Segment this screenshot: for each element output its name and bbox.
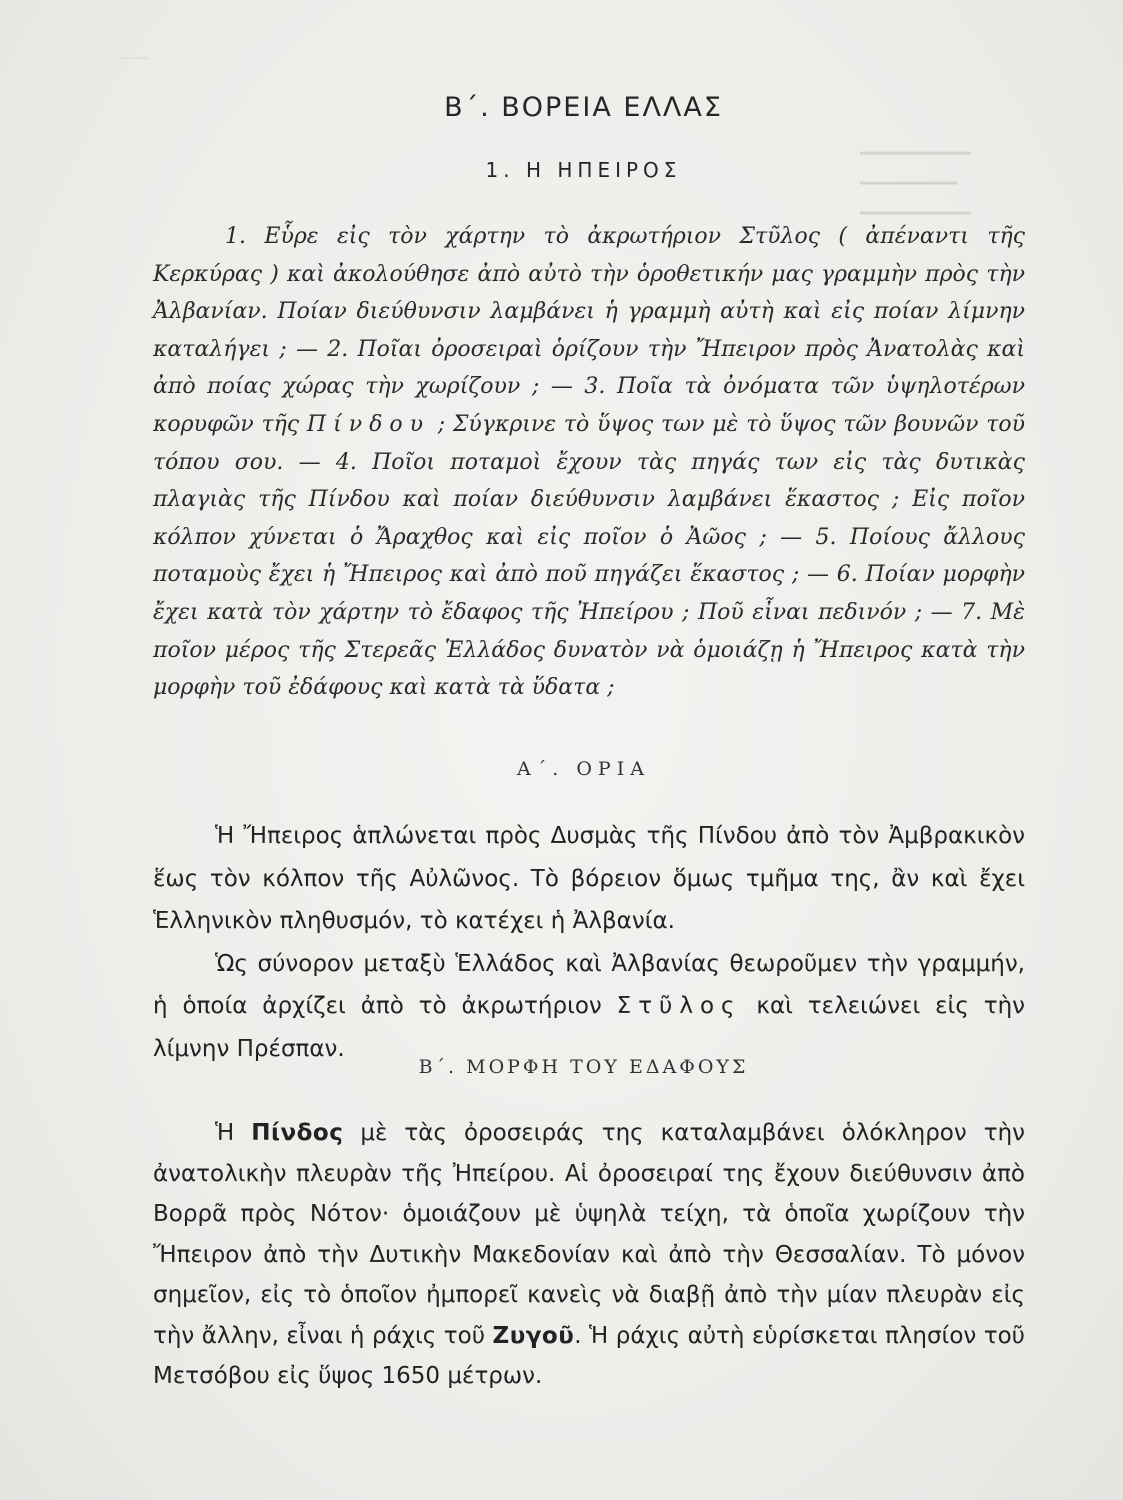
terrain-intro: Ἡ (215, 1120, 252, 1146)
borders-body (153, 815, 1025, 1070)
terrain-middle: μὲ τὰς ὀροσειράς της καταλαμβάνει ὁλόκληρον τὴν ἀνατολικὴν πλευρὰν τῆς Ἠπείρου. Αἱ ὀροσειραί της ἔχουν διεύθυνσιν ἀπὸ Βορρᾶ πρὸς Νότον· ὁμοιάζουν μὲ ὑψηλὰ τείχη, τὰ ὁποῖα χωρίζουν τὴν Ἤπειρον ἀπὸ τὴν Δυτικὴν Μακεδονίαν καὶ ἀπὸ τὴν Θεσσαλίαν. Τὸ μόνον σημεῖον, εἰς τὸ ὁποῖον ἠμπορεῖ κανεὶς νὰ διαβῇ ἀπὸ τὴν μίαν πλευρὰν εἰς τὴν ἄλλην, εἶναι ἡ ράχις τοῦ (153, 1120, 1026, 1349)
show-through-ghost-text: —— (120, 50, 148, 66)
questions-text-part1: 1. Εὗρε εἰς τὸν χάρτην τὸ ἀκρωτήριον Στῦλος ( ἀπέναντι τῆς Κερκύρας ) καὶ ἀκολούθησε ἀπὸ αὐτὸ τὴν ὁροθετικήν μας γραμμὴν πρὸς τὴν Ἀλβανίαν. Ποίαν διεύθυνσιν λαμβάνει ἡ γραμμὴ αὐτὴ καὶ εἰς ποίαν λίμνην καταλήγει ; — 2. Ποῖαι ὀροσειραὶ ὁρίζουν τὴν Ἤπειρον πρὸς Ἀνατολὰς καὶ ἀπὸ ποίας χώρας τὴν χωρίζουν ; — 3. Ποῖα τὰ ὀνόματα τῶν ὑψηλοτέρων κορυφῶν τῆς (153, 224, 1025, 437)
borders-heading: Α΄. ΟΡΙΑ (517, 758, 650, 780)
questions-text-part2: ; Σύγκρινε τὸ ὕψος των μὲ τὸ ὕψος τῶν βουνῶν τοῦ τόπου σου. — 4. Ποῖοι ποταμοὶ ἔχουν τὰς πηγάς των εἰς τὰς δυτικὰς πλαγιὰς τῆς Πίνδου καὶ ποίαν διεύθυνσιν λαμβάνει ἕκαστος ; Εἰς ποῖον κόλπον χύνεται ὁ Ἄραχθος καὶ εἰς ποῖον ὁ Ἀῶος ; — 5. Ποίους ἄλλους ποταμοὺς ἔχει ἡ Ἤπειρος καὶ ἀπὸ ποῦ πηγάζει ἕκαστος ; — 6. Ποίαν μορφὴν ἔχει κατὰ τὸν χάρτην τὸ ἔδαφος τῆς Ἠπείρου ; Ποῦ εἶναι πεδινόν ; — 7. Μὲ ποῖον μέρος τῆς Στερεᾶς Ἑλλάδος δυνατὸν νὰ ὁμοιάζῃ ἡ Ἤπειρος κατὰ τὴν μορφὴν τοῦ ἐδάφους καὶ κατὰ τὰ ὕδατα ; (153, 411, 1026, 701)
terrain-body (153, 1113, 1025, 1397)
exercise-questions (153, 218, 1025, 707)
borders-paragraph-1: Ἡ Ἤπειρος ἁπλώνεται πρὸς Δυσμὰς τῆς Πίνδου ἀπὸ τὸν Ἀμβρακικὸν ἕως τὸν κόλπον τῆς Αὐλῶνος. Τὸ βόρειον ὅμως τμῆμα της, ἂν καὶ ἔχει Ἑλληνικὸν πληθυσμόν, τὸ κατέχει ἡ Ἀλβανία. (153, 823, 1025, 934)
borders-paragraph-2-start: Ὡς σύνορον μεταξὺ Ἑλλάδος καὶ Ἀλβανίας θεωροῦμεν τὴν γραμμήν, ἡ ὁποία ἀρχίζει ἀπὸ τὸ ἀκρωτήριον (153, 950, 1025, 1019)
zygos-bold: Ζυγοῦ (492, 1322, 575, 1349)
terrain-end: . Ἡ ράχις αὐτὴ εὑρίσκεται πλησίον τοῦ Μετσόβου εἰς ὕψος 1650 μέτρων. (153, 1322, 1025, 1389)
terrain-heading: Β΄. ΜΟΡΦΗ ΤΟΥ ΕΔΑΦΟΥΣ (418, 1056, 749, 1078)
show-through-ghost-block: ▁▁▁▁▁▁▁▁ ▁▁▁▁▁▁▁ ▁▁▁▁▁▁▁▁ (860, 134, 971, 215)
terrain-paragraph (153, 1113, 1025, 1397)
stylos-spaced: Στῦλος (616, 993, 742, 1019)
questions-pindos-spaced: Πίνδου (306, 411, 430, 437)
borders-paragraph-2-end: καὶ τελειώνει εἰς τὴν λίμνην Πρέσπαν. (153, 993, 1025, 1062)
borders-paragraph-2 (153, 943, 1025, 1071)
pindos-bold: Πίνδος (251, 1120, 344, 1146)
chapter-title: Β΄. ΒΟΡΕΙΑ ΕΛΛΑΣ (444, 92, 723, 123)
section-title: 1. Η ΗΠΕΙΡΟΣ (485, 158, 682, 182)
